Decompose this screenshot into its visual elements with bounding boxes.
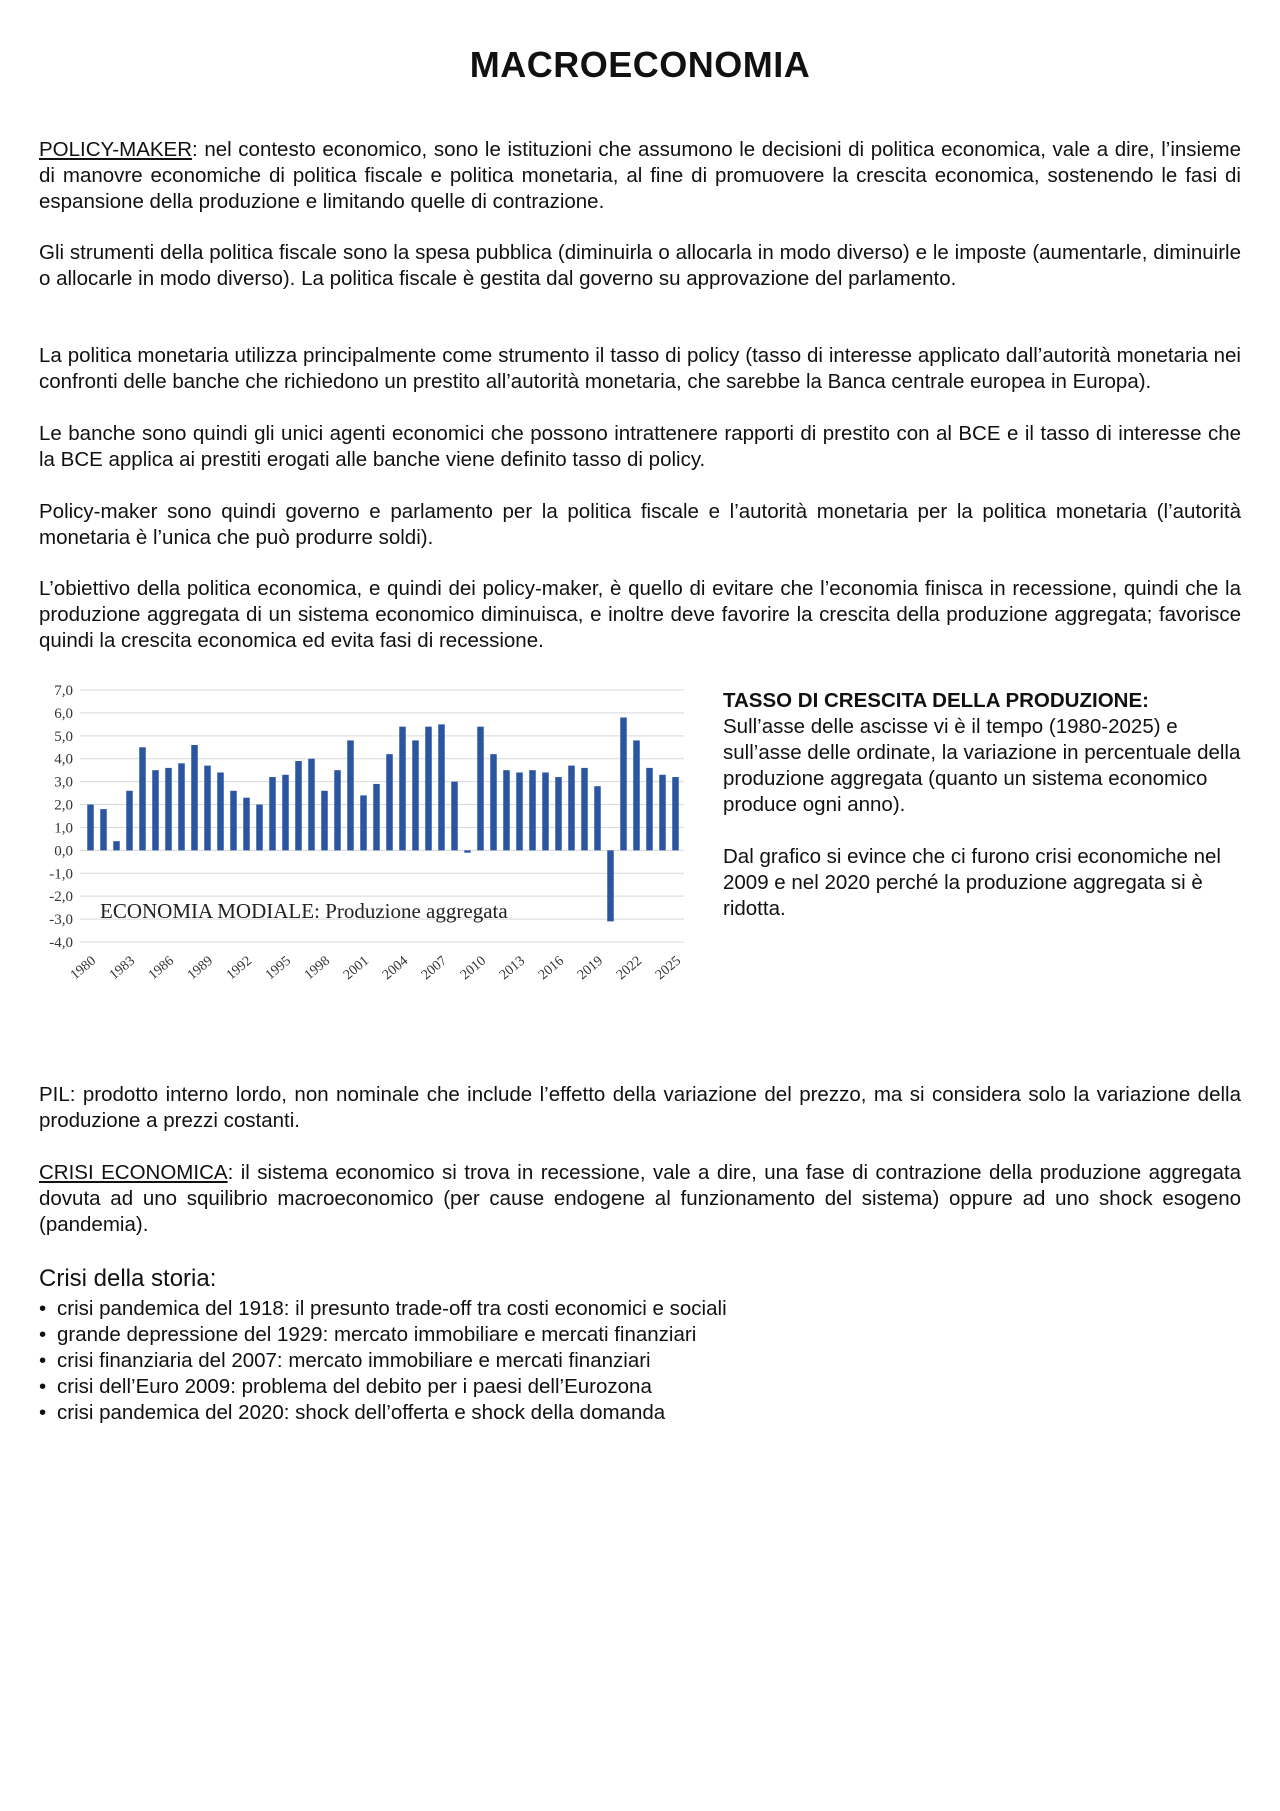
bar (113, 841, 120, 850)
x-tick-label: 2019 (574, 953, 607, 984)
bar (100, 809, 107, 850)
crises-list (39, 1296, 727, 1426)
y-tick-label: 5,0 (54, 728, 73, 745)
bar (269, 777, 276, 850)
bar (386, 754, 393, 850)
x-tick-label: 1995 (262, 953, 295, 984)
bar (503, 770, 510, 850)
y-tick-label: 4,0 (54, 751, 73, 768)
x-tick-label: 1983 (106, 953, 139, 984)
bar (607, 850, 614, 921)
bar (347, 740, 354, 850)
economic-crisis-paragraph (39, 1160, 1241, 1238)
x-tick-label: 2025 (652, 953, 685, 984)
bar (490, 754, 497, 850)
chart-description-axes: Sull’asse delle ascisse vi è il tempo (1980-2025) e sull’asse delle ordinate, la variazione in percentuale della produzione aggregata (quanto un sistema economico produce ogni anno). (723, 715, 1241, 816)
y-tick-label: 2,0 (54, 797, 73, 814)
bar (321, 791, 328, 851)
y-tick-label: 7,0 (54, 683, 73, 699)
pil-paragraph: PIL: prodotto interno lordo, non nominale che include l’effetto della variazione del prezzo, ma si considera solo la variazione della produzione a prezzi costanti. (39, 1083, 1241, 1132)
x-tick-label: 2013 (496, 953, 529, 984)
x-tick-label: 2001 (340, 953, 373, 984)
y-tick-label: 0,0 (54, 843, 73, 860)
chart-description-title: TASSO DI CRESCITA DELLA PRODUZIONE: (723, 689, 1149, 712)
bar (243, 798, 250, 851)
bar (412, 740, 419, 850)
y-tick-label: -1,0 (49, 866, 73, 883)
bar (581, 768, 588, 850)
chart-description (723, 688, 1243, 922)
y-tick-label: -2,0 (49, 889, 73, 906)
bar (360, 795, 367, 850)
y-tick-label: 6,0 (54, 705, 73, 722)
bar (87, 805, 94, 851)
bar (646, 768, 653, 850)
bar (217, 772, 224, 850)
bar (542, 772, 549, 850)
bar (477, 727, 484, 851)
bar (295, 761, 302, 850)
bar (594, 786, 601, 850)
bar (230, 791, 237, 851)
x-tick-label: 2004 (379, 953, 412, 984)
x-tick-label: 2022 (613, 953, 646, 984)
bar (620, 717, 627, 850)
bar (568, 766, 575, 851)
x-tick-label: 1986 (145, 953, 178, 984)
bar (139, 747, 146, 850)
bar (152, 770, 159, 850)
bar (555, 777, 562, 850)
bar (191, 745, 198, 850)
crises-list-item: • crisi dell’Euro 2009: problema del debito per i paesi dell’Eurozona (39, 1374, 727, 1400)
bar (178, 763, 185, 850)
y-tick-label: 1,0 (54, 820, 73, 837)
x-tick-label: 1992 (223, 953, 256, 984)
economic-crisis-term: CRISI ECONOMICA (39, 1161, 228, 1184)
crises-list-item: • crisi finanziaria del 2007: mercato immobiliare e mercati finanziari (39, 1348, 727, 1374)
bar (672, 777, 679, 850)
x-tick-label: 1998 (301, 953, 334, 984)
chart-description-crises: Dal grafico si evince che ci furono crisi economiche nel 2009 e nel 2020 perché la produzione aggregata si è ridotta. (723, 845, 1221, 920)
bar (256, 805, 263, 851)
y-tick-label: -4,0 (49, 935, 73, 951)
x-tick-label: 1989 (184, 953, 217, 984)
bar (438, 724, 445, 850)
bar (659, 775, 666, 851)
bar (165, 768, 172, 850)
policy-maker-term: POLICY-MAKER (39, 138, 193, 161)
policy-maker-summary-paragraph: Policy-maker sono quindi governo e parlamento per la politica fiscale e l’autorità monetaria per la politica monetaria (l’autorità monetaria è l’unica che può produrre soldi). (39, 500, 1241, 549)
bar (399, 727, 406, 851)
crises-list-item: • crisi pandemica del 1918: il presunto trade-off tra costi economici e sociali (39, 1296, 727, 1322)
page-title: MACROECONOMIA (469, 44, 811, 85)
crises-list-item: • crisi pandemica del 2020: shock dell’offerta e shock della domanda (39, 1400, 727, 1426)
bar (373, 784, 380, 850)
bar (633, 740, 640, 850)
bar (464, 850, 471, 852)
x-tick-label: 2010 (457, 953, 490, 984)
crises-list-item: • grande depressione del 1929: mercato immobiliare e mercati finanziari (39, 1322, 727, 1348)
monetary-policy-paragraph: La politica monetaria utilizza principalmente come strumento il tasso di policy (tasso di interesse applicato dall’autorità monetaria nei confronti delle banche che richiedono un prestito all’autorità monetaria, che sarebbe la Banca centrale europea in Europa). (39, 344, 1241, 393)
crises-heading: Crisi della storia: (39, 1265, 217, 1292)
bar (204, 766, 211, 851)
bar (516, 772, 523, 850)
bar (334, 770, 341, 850)
objective-paragraph: L’obiettivo della politica economica, e quindi dei policy-maker, è quello di evitare che l’economia finisca in recessione, quindi che la produzione aggregata di un sistema economico diminuisca, e inoltre deve favorire la crescita della produzione aggregata; favorisce quindi la crescita economica ed evita fasi di recessione. (39, 577, 1241, 652)
x-tick-label: 2007 (418, 953, 451, 984)
bar (425, 727, 432, 851)
x-tick-label: 1980 (67, 953, 100, 984)
policy-maker-definition: : nel contesto economico, sono le istituzioni che assumono le decisioni di politica economica, vale a dire, l’insieme di manovre economiche di politica fiscale e politica monetaria, al fine di promuovere la crescita economica, sostenendo le fasi di espansione della produzione e limitando quelle di contrazione. (39, 138, 1241, 213)
policy-maker-paragraph (39, 137, 1241, 215)
economic-crisis-definition: : il sistema economico si trova in recessione, vale a dire, una fase di contrazione della produzione aggregata dovuta ad uno squilibrio macroeconomico (per cause endogene al funzionamento del sistema) oppure ad uno shock esogeno (pandemia). (39, 1161, 1241, 1236)
growth-bar-chart (34, 680, 700, 1034)
bar (308, 759, 315, 851)
bar (126, 791, 133, 851)
x-tick-label: 2016 (535, 953, 568, 984)
y-tick-label: -3,0 (49, 912, 73, 929)
y-tick-label: 3,0 (54, 774, 73, 791)
bar (529, 770, 536, 850)
bar (451, 782, 458, 851)
bar (282, 775, 289, 851)
fiscal-policy-paragraph: Gli strumenti della politica fiscale sono la spesa pubblica (diminuirla o allocarla in modo diverso) e le imposte (aumentarle, diminuirle o allocarle in modo diverso). La politica fiscale è gestita dal governo su approvazione del parlamento. (39, 241, 1241, 290)
banks-paragraph: Le banche sono quindi gli unici agenti economici che possono intrattenere rapporti di prestito con al BCE e il tasso di interesse che la BCE applica ai prestiti erogati alle banche viene definito tasso di policy. (39, 422, 1241, 471)
chart-title: ECONOMIA MODIALE: Produzione aggregata (100, 899, 508, 923)
